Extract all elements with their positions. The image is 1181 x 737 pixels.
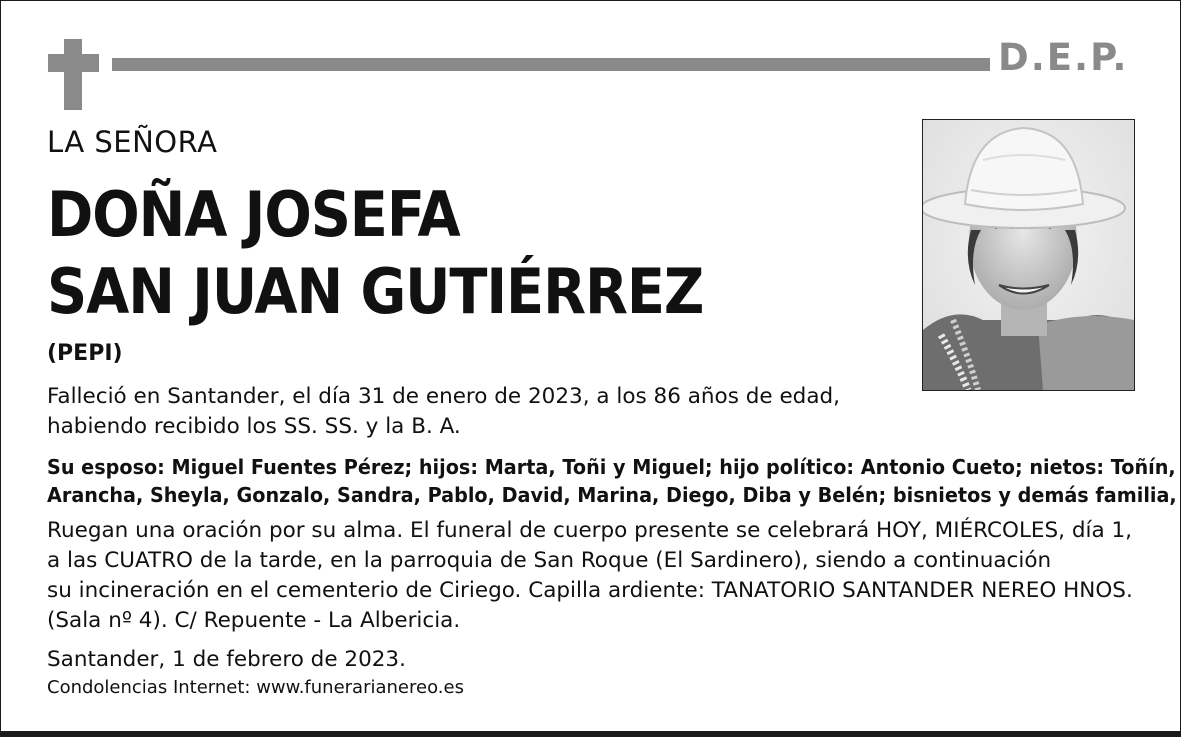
- family-line: Su esposo: Miguel Fuentes Pérez; hijos: Marta, Toñi y Miguel; hijo político: Antonio Cueto; nietos: Toñín,: [47, 455, 1176, 479]
- funeral-line: a las CUATRO de la tarde, en la parroquia de San Roque (El Sardinero), siendo a continuación: [47, 548, 1052, 573]
- bottom-border: [1, 731, 1180, 736]
- condolences-link[interactable]: Condolencias Internet: www.funerarianereo.es: [47, 677, 464, 698]
- portrait-image: [923, 120, 1134, 390]
- deceased-alias: (PEPI): [47, 341, 123, 366]
- funeral-line: Ruegan una oración por su alma. El funeral de cuerpo presente se celebrará HOY, MIÉRCOLES, día 1,: [47, 518, 1132, 543]
- deceased-name-line-1: DOÑA JOSEFA: [47, 178, 460, 251]
- funeral-line: su incineración en el cementerio de Ciriego. Capilla ardiente: TANATORIO SANTANDER NEREO HNOS.: [47, 578, 1133, 603]
- death-notice-paragraph: [47, 382, 840, 442]
- family-paragraph: [47, 453, 1177, 509]
- death-notice-line: Falleció en Santander, el día 31 de enero de 2023, a los 86 años de edad,: [47, 384, 840, 409]
- deceased-name-line-2: SAN JUAN GUTIÉRREZ: [47, 255, 704, 328]
- death-notice-line: habiendo recibido los SS. SS. y la B. A.: [47, 414, 461, 439]
- funeral-paragraph: [47, 516, 1133, 636]
- family-line: Arancha, Sheyla, Gonzalo, Sandra, Pablo, David, Marina, Diego, Diba y Belén; bisnietos y demás familia,: [47, 483, 1177, 507]
- deceased-photo: [922, 119, 1135, 391]
- title-prefix: LA SEÑORA: [47, 125, 218, 159]
- header-rule: [112, 58, 990, 71]
- place-date: Santander, 1 de febrero de 2023.: [47, 647, 406, 672]
- funeral-line: (Sala nº 4). C/ Repuente - La Albericia.: [47, 608, 461, 633]
- dep-label: D.E.P.: [998, 36, 1129, 79]
